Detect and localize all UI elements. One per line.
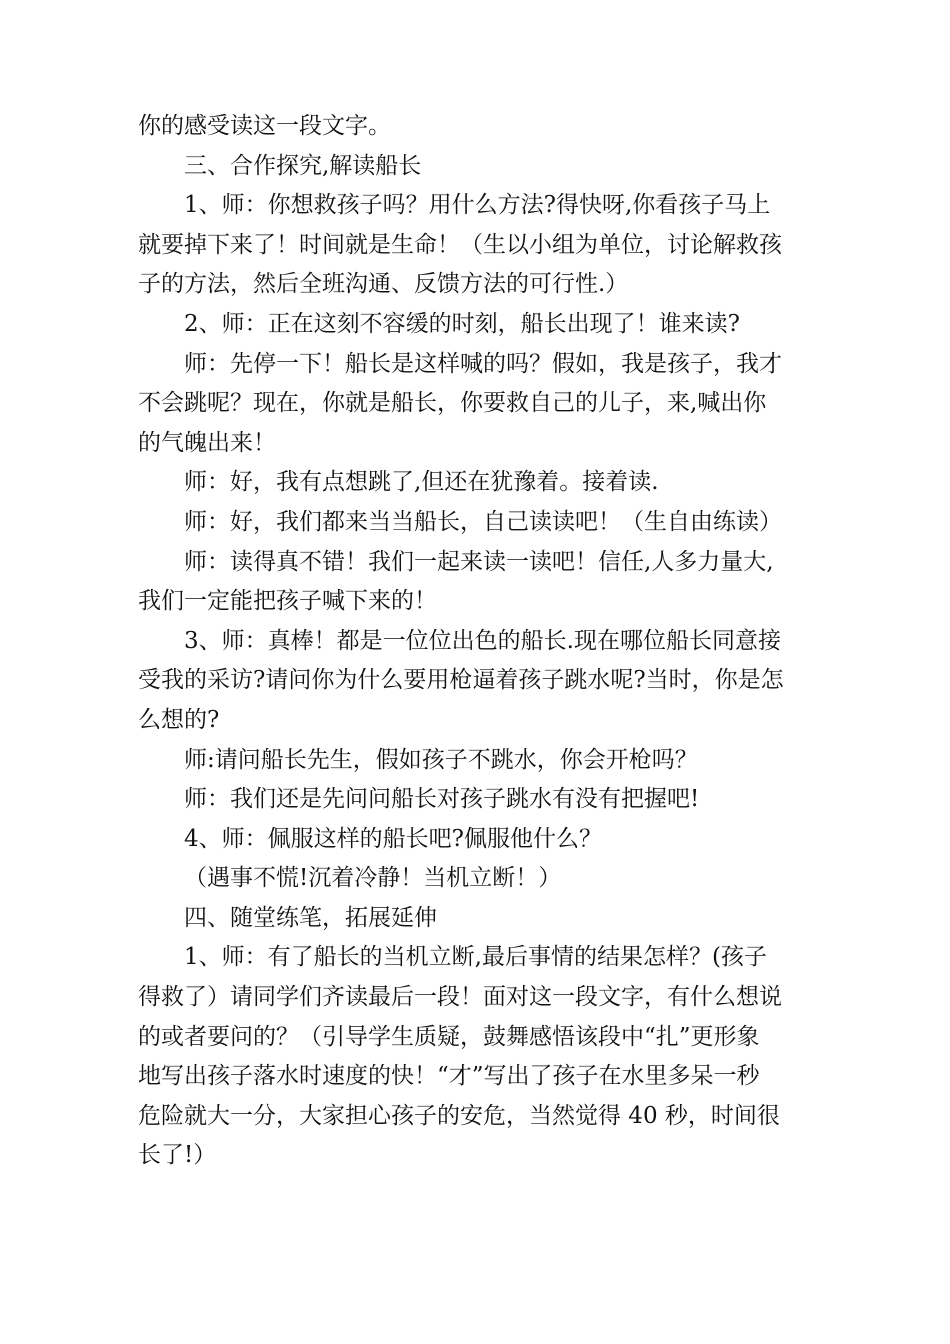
text-line: 么想的? [138, 706, 220, 733]
text-line: 的气魄出来！ [138, 429, 276, 456]
text-line: 4、师：佩服这样的船长吧?佩服他什么？ [184, 825, 602, 852]
text-line: 四、随堂练笔，拓展延伸 [184, 904, 437, 931]
text-line: 2、师：正在这刻不容缓的时刻，船长出现了！谁来读? [184, 310, 740, 337]
text-line: （遇事不慌!沉着冷静！当机立断！） [184, 865, 562, 892]
text-line: 师：先停一下！船长是这样喊的吗？假如，我是孩子，我才 [184, 350, 782, 377]
text-line: 子的方法，然后全班沟通、反馈方法的可行性.） [138, 271, 629, 298]
text-line: 我们一定能把孩子喊下来的！ [138, 588, 437, 615]
text-line: 师：读得真不错！我们一起来读一读吧！信任,人多力量大, [184, 548, 774, 575]
text-line: 1、师：你想救孩子吗？用什么方法?得快呀,你看孩子马上 [184, 192, 771, 219]
text-line: 师:请问船长先生，假如孩子不跳水，你会开枪吗？ [184, 746, 698, 773]
text-line: 受我的采访?请问你为什么要用枪逼着孩子跳水呢?当时，你是怎 [138, 667, 784, 694]
text-line: 师：我们还是先问问船长对孩子跳水有没有把握吧! [184, 786, 700, 813]
text-line: 得救了）请同学们齐读最后一段！面对这一段文字，有什么想说 [138, 984, 782, 1011]
document-body [138, 107, 828, 1176]
text-line: 3、师：真棒！都是一位位出色的船长.现在哪位船长同意接 [184, 627, 781, 654]
text-line: 师：好，我有点想跳了,但还在犹豫着。接着读. [184, 469, 659, 496]
text-line: 的或者要问的？（引导学生质疑，鼓舞感悟该段中“扎”更形象 [138, 1023, 760, 1050]
text-line: 危险就大一分，大家担心孩子的安危，当然觉得 40 秒，时间很 [138, 1102, 780, 1129]
text-line: 1、师：有了船长的当机立断,最后事情的结果怎样？(孩子 [184, 944, 767, 971]
text-line: 不会跳呢？现在，你就是船长，你要救自己的儿子，来,喊出你 [138, 390, 767, 417]
text-line: 三、合作探究,解读船长 [184, 152, 422, 179]
text-line: 长了!） [138, 1142, 217, 1169]
text-line: 你的感受读这一段文字。 [138, 113, 391, 139]
text-line: 师：好，我们都来当当船长，自己读读吧！（生自由练读） [184, 508, 782, 535]
text-line: 地写出孩子落水时速度的快！“才”写出了孩子在水里多呆一秒 [138, 1063, 760, 1090]
text-line: 就要掉下来了！时间就是生命！（生以小组为单位，讨论解救孩 [138, 231, 782, 258]
